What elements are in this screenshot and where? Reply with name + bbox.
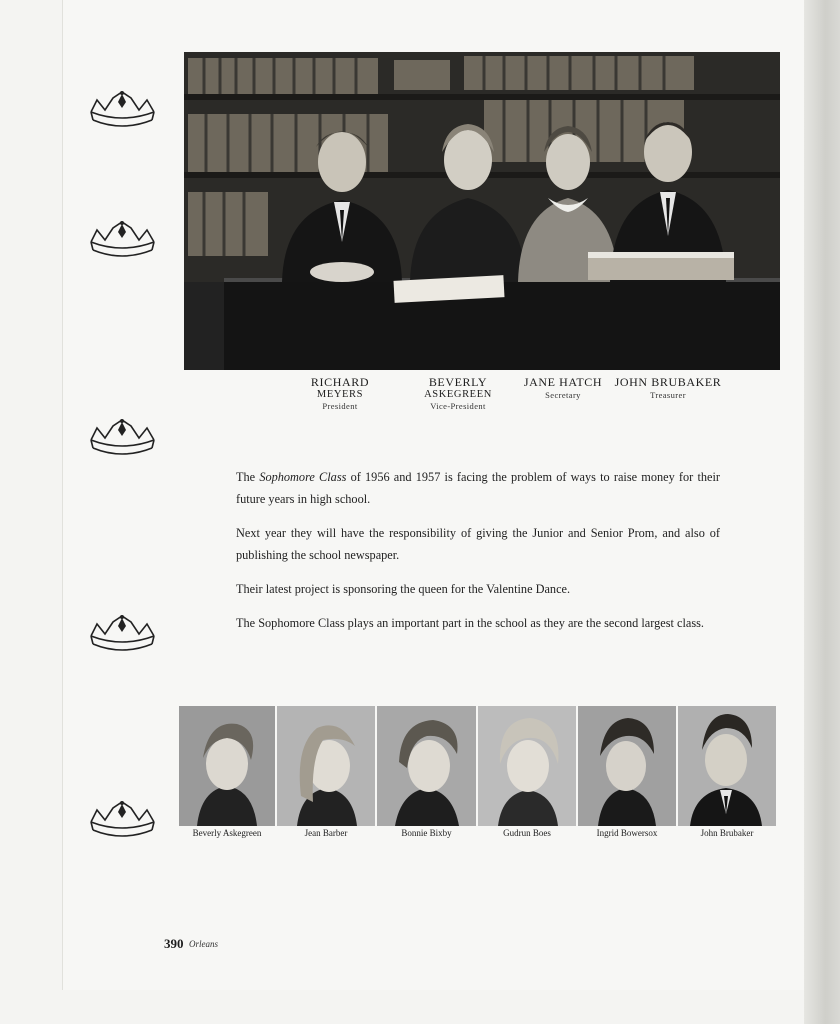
officer-name: MEYERS [316, 388, 364, 400]
student-portrait [678, 706, 776, 826]
student-portrait [277, 706, 375, 826]
page-number: 390 [164, 936, 184, 951]
student-portrait [478, 706, 576, 826]
class-description [236, 466, 720, 646]
officer-caption [612, 376, 724, 400]
page-edge-shadow [804, 0, 840, 1024]
portrait-caption: John Brubaker [700, 828, 754, 838]
crown-icon [85, 418, 160, 464]
class-name: Sophomore Class [259, 470, 347, 484]
officer-name: RICHARD [310, 375, 370, 389]
paragraph: The Sophomore Class plays an important part in the school as they are the second largest class. [236, 616, 704, 630]
officer-caption [414, 376, 502, 411]
portrait-caption: Bonnie Bixby [401, 828, 452, 838]
crown-icon [85, 90, 160, 136]
crown-icon [85, 220, 160, 266]
officer-name: BEVERLY [428, 375, 488, 389]
student-portrait [179, 706, 275, 826]
student-portrait [377, 706, 476, 826]
officer-role: President [322, 400, 358, 411]
publication-name: Orleans [189, 939, 218, 949]
officer-caption [296, 376, 384, 411]
paragraph: Next year they will have the responsibility of giving the Junior and Senior Prom, and also of publishing the school newspaper. [236, 526, 720, 562]
portrait-caption: Gudrun Boes [503, 828, 551, 838]
crown-icon [85, 614, 160, 660]
paragraph: Their latest project is sponsoring the queen for the Valentine Dance. [236, 582, 571, 596]
officer-name: ASKEGREEN [424, 388, 492, 400]
officer-role: Treasurer [650, 389, 686, 400]
officer-name: JOHN BRUBAKER [614, 375, 722, 389]
officer-name: JANE HATCH [523, 375, 603, 389]
paragraph: The Sophomore Class of 1956 and 1957 is facing the problem of ways to raise money for their future years in high school. [236, 470, 720, 506]
portrait-caption: Ingrid Bowersox [596, 828, 658, 838]
crown-icon [85, 800, 160, 846]
officers-group-photo [184, 52, 780, 370]
student-portrait [578, 706, 676, 826]
portrait-caption: Jean Barber [304, 828, 348, 838]
officer-caption [516, 376, 610, 400]
officer-role: Secretary [545, 389, 581, 400]
officer-role: Vice-President [430, 400, 486, 411]
portrait-caption: Beverly Askegreen [192, 828, 262, 838]
